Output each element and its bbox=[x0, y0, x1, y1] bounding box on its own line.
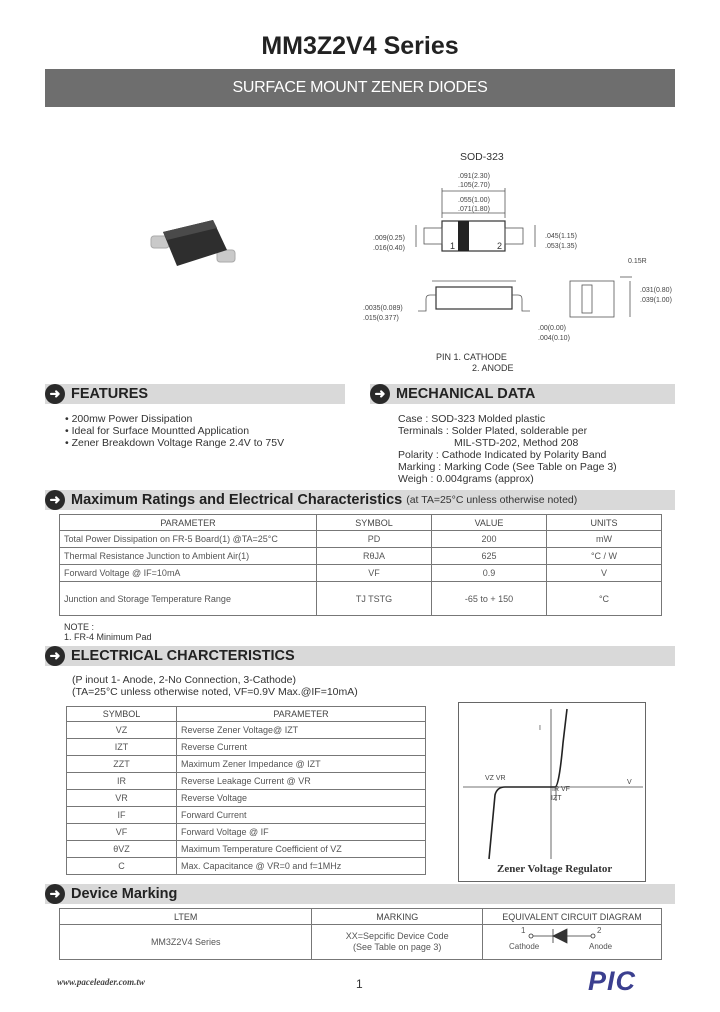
list-item: • Ideal for Surface Mountted Application bbox=[65, 425, 250, 437]
page-title: MM3Z2V4 Series bbox=[261, 32, 459, 60]
list-item: Case : SOD-323 Molded plastic bbox=[398, 413, 546, 425]
column-header: SYMBOL bbox=[317, 515, 432, 531]
footnote: NOTE : 1. FR-4 Minimum Pad bbox=[64, 622, 152, 642]
max-ratings-note: (at TA=25°C unless otherwise noted) bbox=[406, 494, 578, 506]
table-row: MM3Z2V4 Series XX=Sepcific Device Code (See Table on page 3) 1 2 Cathode Anode bbox=[60, 925, 662, 960]
device-marking-header bbox=[45, 884, 675, 904]
column-header: PARAMETER bbox=[177, 707, 426, 722]
dim-label: .071(1.80) bbox=[458, 206, 490, 213]
dim-label: .105(2.70) bbox=[458, 182, 490, 189]
mechanical-list bbox=[398, 413, 617, 485]
table-row: C Max. Capacitance @ VR=0 and f=1MHz bbox=[67, 858, 426, 875]
max-ratings-table bbox=[59, 514, 662, 616]
package-name: SOD-323 bbox=[460, 151, 504, 163]
dim-label: .015(0.377) bbox=[363, 315, 399, 322]
subtitle-banner: SURFACE MOUNT ZENER DIODES bbox=[45, 69, 675, 107]
dim-label: .0035(0.089) bbox=[363, 305, 403, 312]
page-number: 1 bbox=[356, 977, 363, 991]
table-row: Junction and Storage Temperature Range TJ TSTG -65 to + 150 °C bbox=[60, 582, 662, 616]
column-header: PARAMETER bbox=[60, 515, 317, 531]
table-row: IR Reverse Leakage Current @ VR bbox=[67, 773, 426, 790]
arrow-icon: ➜ bbox=[45, 490, 65, 510]
company-logo: PIC bbox=[588, 966, 637, 996]
table-row: Total Power Dissipation on FR-5 Board(1) @TA=25°C PD 200 mW bbox=[60, 531, 662, 548]
dim-label: .053(1.35) bbox=[545, 243, 577, 250]
list-item: • 200mw Power Dissipation bbox=[65, 413, 193, 425]
electrical-heading: ELECTRICAL CHARCTERISTICS bbox=[71, 648, 295, 664]
list-item: Weigh : 0.004grams (approx) bbox=[398, 473, 534, 485]
table-row: Thermal Resistance Junction to Ambient Air(1) RθJA 625 °C / W bbox=[60, 548, 662, 565]
footer-website: www.paceleader.com.tw bbox=[57, 977, 145, 987]
circuit-diagram: 1 2 Cathode Anode bbox=[483, 925, 662, 960]
list-item: MIL-STD-202, Method 208 bbox=[454, 437, 579, 449]
pin-mark: 2 bbox=[497, 241, 503, 251]
table-row: VZ Reverse Zener Voltage@ IZT bbox=[67, 722, 426, 739]
column-header: SYMBOL bbox=[67, 707, 177, 722]
dim-label: .016(0.40) bbox=[373, 245, 405, 252]
dim-label: .009(0.25) bbox=[373, 235, 405, 242]
graph-caption: Zener Voltage Regulator bbox=[497, 863, 613, 875]
list-item: Terminals : Solder Plated, solderable per bbox=[398, 425, 588, 437]
device-marking-heading: Device Marking bbox=[71, 886, 178, 902]
table-row: Forward Voltage @ IF=10mA VF 0.9 V bbox=[60, 565, 662, 582]
dim-label: .004(0.10) bbox=[538, 335, 570, 342]
arrow-icon: ➜ bbox=[45, 646, 65, 666]
device-marking-table bbox=[59, 908, 662, 960]
table-row: IF Forward Current bbox=[67, 807, 426, 824]
pin-line: 2. ANODE bbox=[472, 363, 514, 373]
table-row: IZT Reverse Current bbox=[67, 739, 426, 756]
table-row: VR Reverse Voltage bbox=[67, 790, 426, 807]
electrical-header bbox=[45, 646, 675, 666]
dim-label: .031(0.80) bbox=[640, 287, 672, 294]
arrow-icon: ➜ bbox=[45, 384, 65, 404]
list-item: • Zener Breakdown Voltage Range 2.4V to 75V bbox=[65, 437, 285, 449]
electrical-table bbox=[66, 706, 426, 875]
feature-list bbox=[65, 413, 284, 449]
graph-label: IZT bbox=[551, 795, 562, 802]
arrow-icon: ➜ bbox=[45, 884, 65, 904]
max-ratings-header bbox=[45, 490, 675, 510]
pin-line: PIN 1. CATHODE bbox=[436, 352, 507, 362]
column-header: VALUE bbox=[432, 515, 547, 531]
column-header: UNITS bbox=[547, 515, 662, 531]
features-header bbox=[45, 384, 345, 404]
column-header: MARKING bbox=[312, 909, 483, 925]
mechanical-heading: MECHANICAL DATA bbox=[396, 386, 536, 402]
pin-mark: 1 bbox=[450, 241, 456, 251]
diode-symbol-icon bbox=[487, 926, 657, 956]
column-header: EQUIVALENT CIRCUIT DIAGRAM bbox=[483, 909, 662, 925]
max-ratings-heading: Maximum Ratings and Electrical Characteristics bbox=[71, 492, 403, 508]
table-row: VF Forward Voltage @ IF bbox=[67, 824, 426, 841]
iv-curve bbox=[459, 703, 645, 863]
graph-label: VZ VR bbox=[485, 775, 506, 782]
dim-label: .00(0.00) bbox=[538, 325, 567, 332]
list-item: Polarity : Cathode Indicated by Polarity Band bbox=[398, 449, 607, 461]
table-row: θVZ Maximum Temperature Coefficient of VZ bbox=[67, 841, 426, 858]
dim-label: .055(1.00) bbox=[458, 197, 490, 204]
mechanical-header bbox=[370, 384, 675, 404]
dim-label: .091(2.30) bbox=[458, 173, 490, 180]
zener-graph bbox=[458, 702, 646, 882]
arrow-icon: ➜ bbox=[370, 384, 390, 404]
dim-label: 0.15R bbox=[628, 258, 647, 265]
package-outline-drawing bbox=[410, 185, 650, 335]
graph-label: I bbox=[539, 725, 541, 732]
diode-package-image bbox=[143, 210, 243, 275]
table-row: ZZT Maximum Zener Impedance @ IZT bbox=[67, 756, 426, 773]
electrical-intro: (P inout 1- Anode, 2-No Connection, 3-Cathode) (TA=25°C unless otherwise noted, VF=0.9V Max.@IF=10mA) bbox=[72, 674, 358, 698]
column-header: LTEM bbox=[60, 909, 312, 925]
list-item: Marking : Marking Code (See Table on Page 3) bbox=[398, 461, 617, 473]
graph-label: IR VF bbox=[552, 786, 570, 793]
dim-label: .045(1.15) bbox=[545, 233, 577, 240]
features-heading: FEATURES bbox=[71, 386, 149, 402]
graph-label: V bbox=[627, 779, 632, 786]
dim-label: .039(1.00) bbox=[640, 297, 672, 304]
